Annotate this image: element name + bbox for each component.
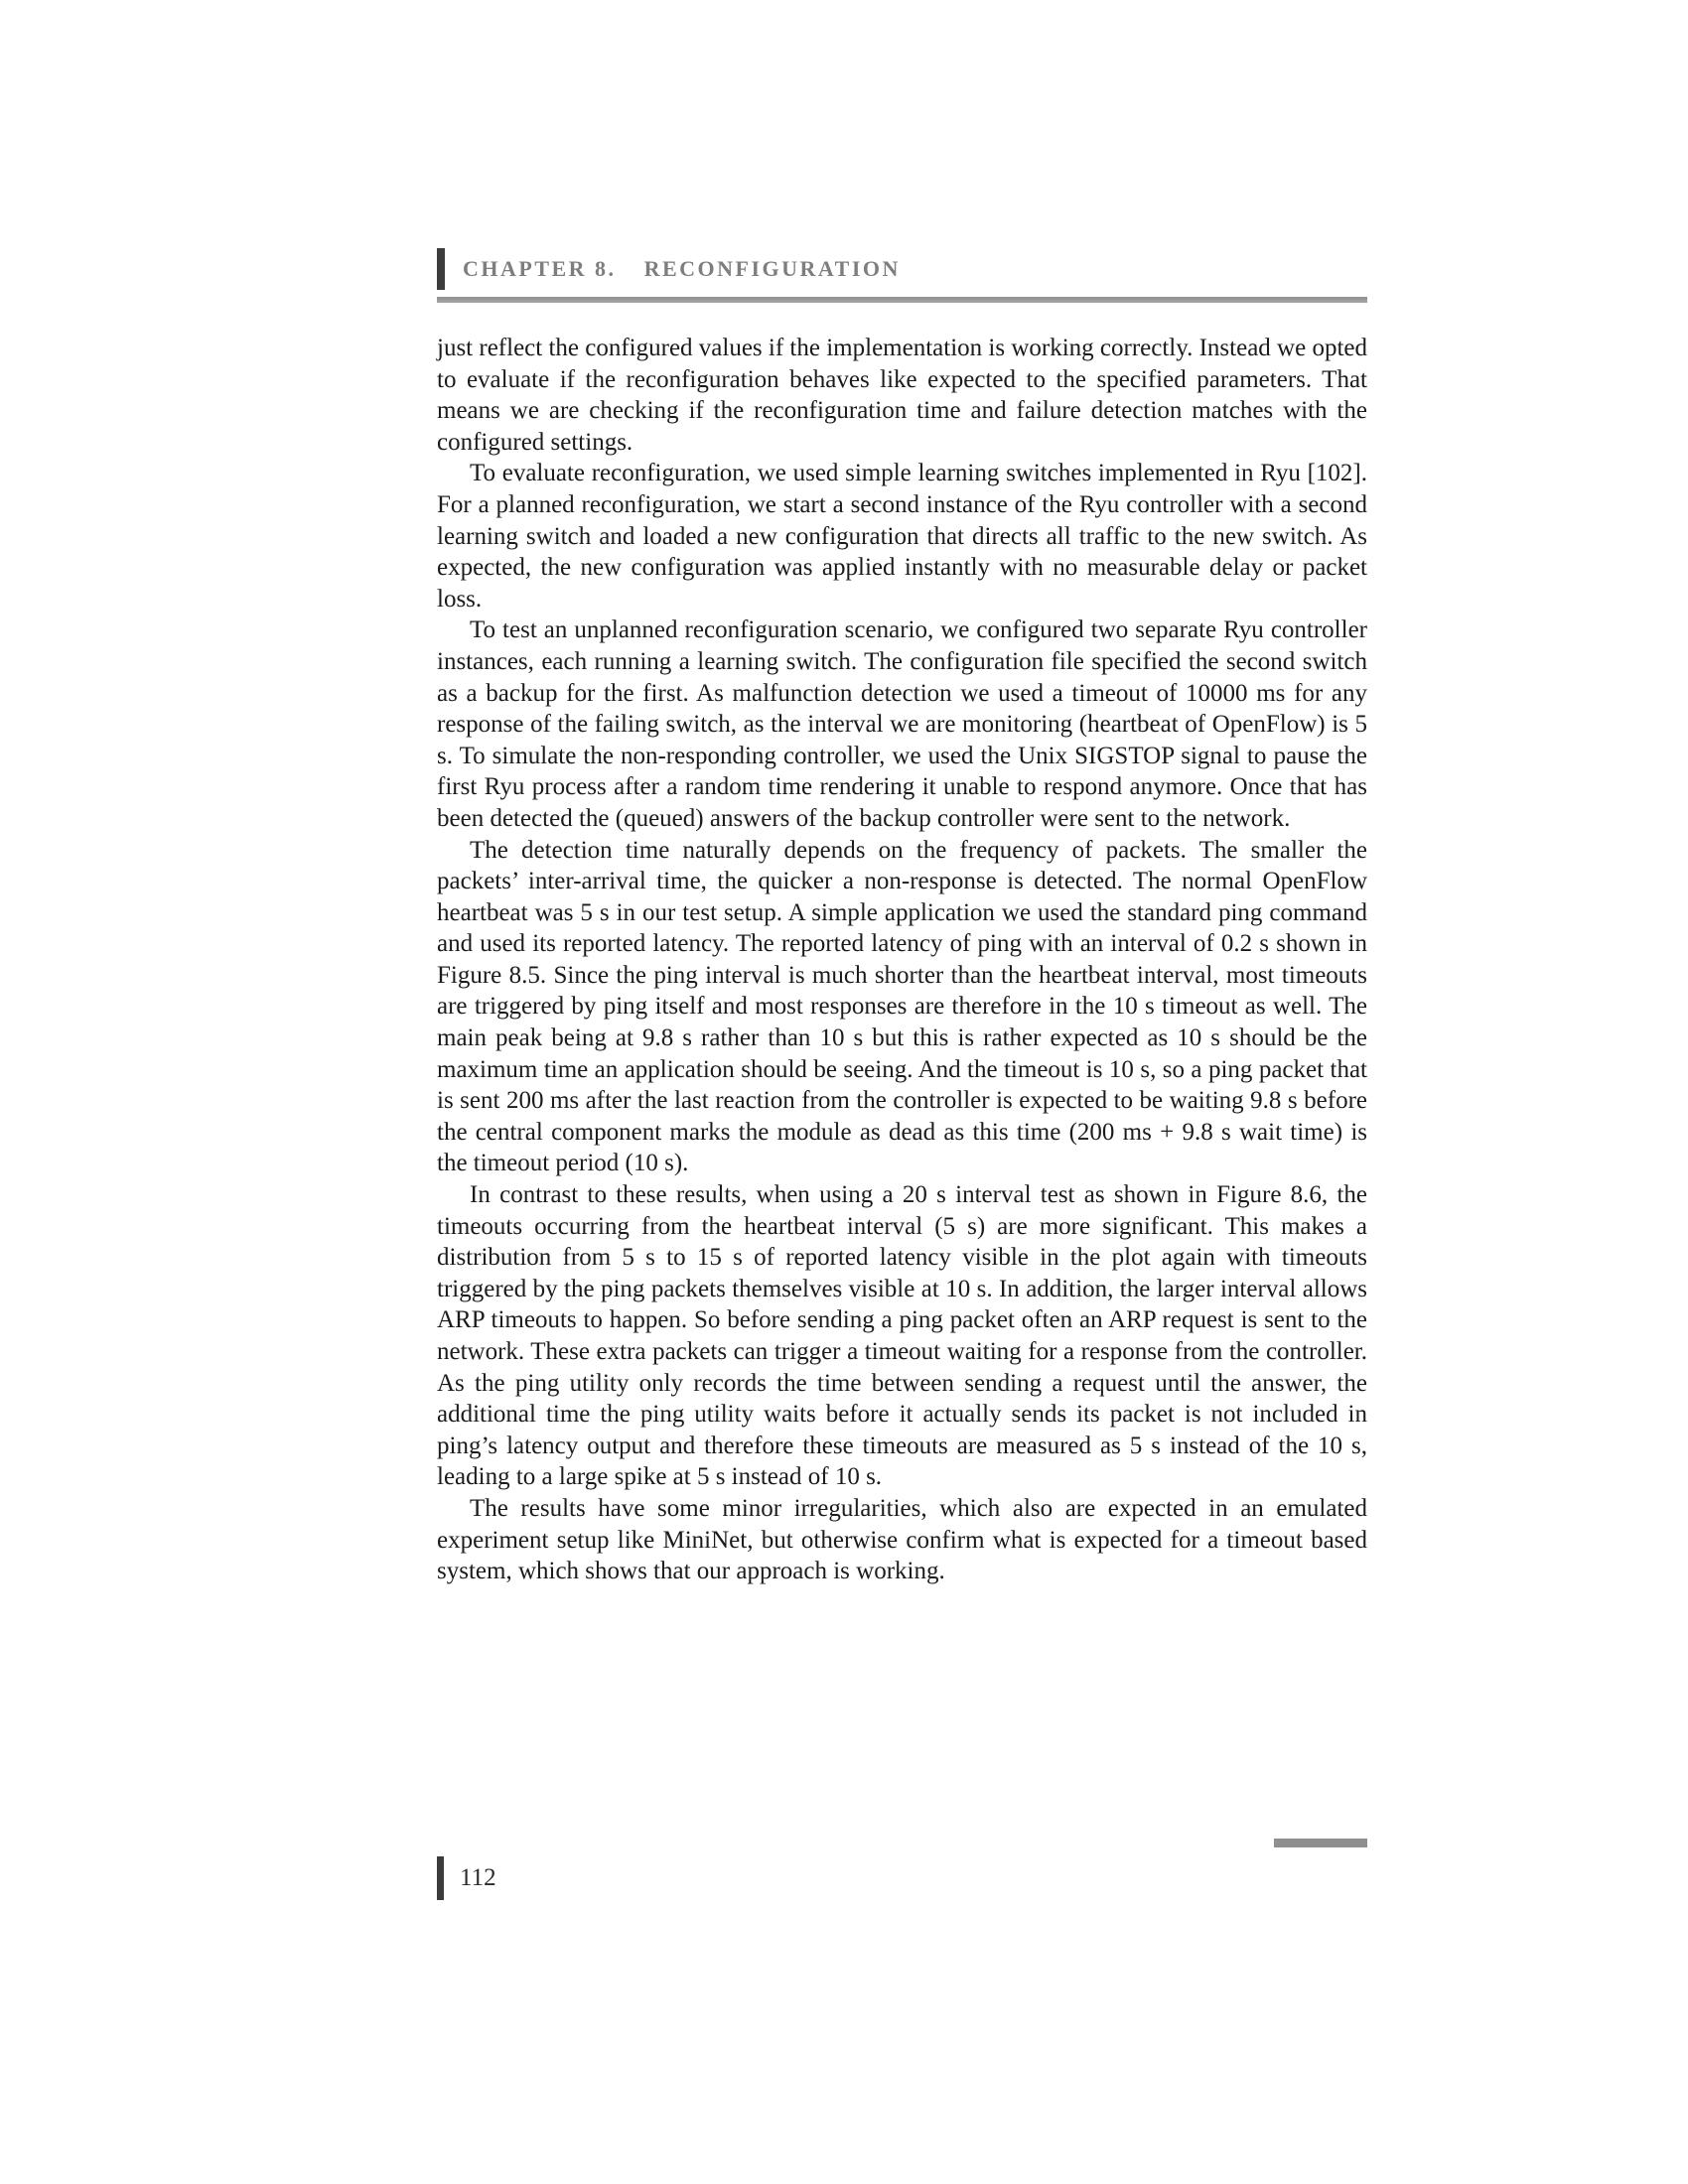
paragraph: To test an unplanned reconfiguration scenario, we configured two separate Ryu controller instances, each running a learning switch. The configuration file specified the second switch as a backup for the first. As malfunction detection we used a timeout of 10000 ms for any response of the failing switch, as the interval we are monitoring (heartbeat of OpenFlow) is 5 s. To simulate the non-responding controller, we used the Unix SIGSTOP signal to pause the first Ryu process after a random time rendering it unable to respond anymore. Once that has been detected the (queued) answers of the backup controller were sent to the network. [437, 616, 1367, 832]
footer-left-bar [437, 1856, 444, 1900]
page-footer [437, 1856, 496, 1900]
page-number: 112 [460, 1864, 496, 1891]
paragraph: just reflect the configured values if the implementation is working correctly. Instead we opted to evaluate if the reconfiguration behaves like expected to the specified parameters. That means we are checking if the reconfiguration time and failure detection matches with the configured settings. [437, 335, 1367, 456]
paragraph: In contrast to these results, when using a 20 s interval test as shown in Figure 8.6, the timeouts occurring from the heartbeat interval (5 s) are more significant. This makes a distribution from 5 s to 15 s of reported latency visible in the plot again with timeouts triggered by the ping packets themselves visible at 10 s. In addition, the larger interval allows ARP timeouts to happen. So before sending a ping packet often an ARP request is sent to the network. These extra packets can trigger a timeout waiting for a response from the controller. As the ping utility only records the time between sending a request until the answer, the additional time the ping utility waits before it actually sends its packet is not included in ping’s latency output and therefore these timeouts are measured as 5 s instead of the 10 s, leading to a large spike at 5 s instead of 10 s. [437, 1181, 1367, 1491]
chapter-title: RECONFIGURATION [643, 256, 901, 281]
header-rule [437, 297, 1367, 303]
paragraph: The results have some minor irregularities, which also are expected in an emulated experiment setup like MiniNet, but otherwise confirm what is expected for a timeout based system, which shows that our approach is working. [437, 1494, 1367, 1585]
running-head-text [463, 256, 901, 282]
paragraph: The detection time naturally depends on the frequency of packets. The smaller the packets’ inter-arrival time, the quicker a non-response is detected. The normal OpenFlow heartbeat was 5 s in our test setup. A simple application we used the standard ping command and used its reported latency. The reported latency of ping with an interval of 0.2 s shown in Figure 8.5. Since the ping interval is much shorter than the heartbeat interval, most timeouts are triggered by ping itself and most responses are therefore in the 10 s timeout as well. The main peak being at 9.8 s rather than 10 s but this is rather expected as 10 s should be the maximum time an application should be seeing. And the timeout is 10 s, so a ping packet that is sent 200 ms after the last reaction from the controller is expected to be waiting 9.8 s before the central component marks the module as dead as this time (200 ms + 9.8 s wait time) is the timeout period (10 s). [437, 836, 1367, 1177]
page-header [437, 248, 1367, 303]
chapter-label: CHAPTER 8. [463, 256, 617, 281]
running-head [437, 248, 1367, 290]
paragraph: To evaluate reconfiguration, we used simple learning switches implemented in Ryu [102]. For a planned reconfiguration, we start a second instance of the Ryu controller with a second learning switch and loaded a new configuration that directs all traffic to the new switch. As expected, the new configuration was applied instantly with no measurable delay or packet loss. [437, 460, 1367, 613]
footer-right-rule [1274, 1839, 1367, 1847]
text-column [437, 0, 1367, 1587]
page-body [437, 333, 1367, 1587]
